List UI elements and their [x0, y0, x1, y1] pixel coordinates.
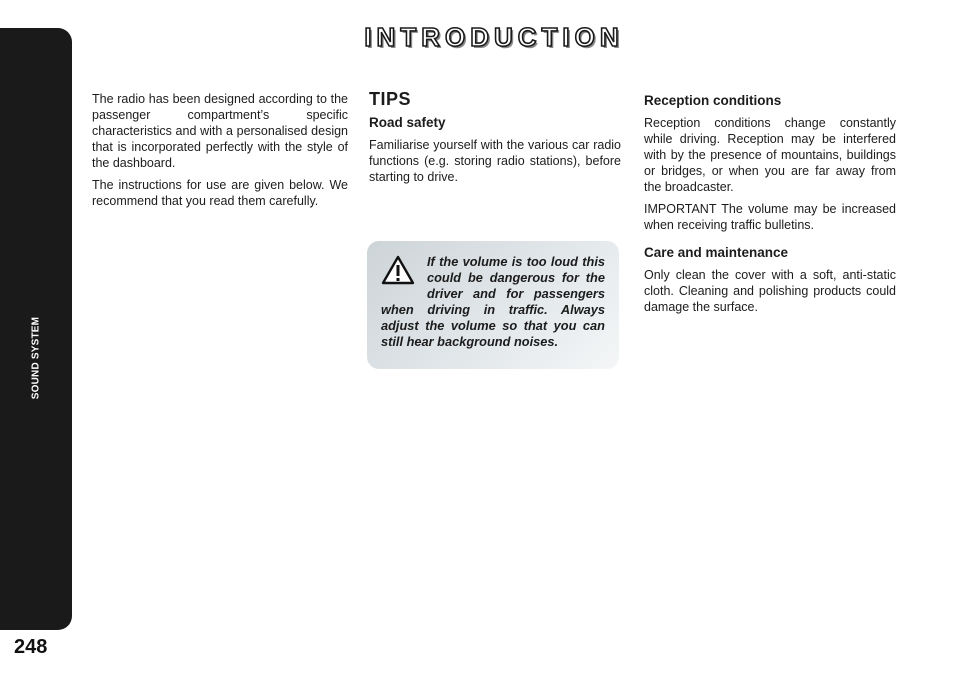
tips-heading: TIPS [369, 89, 412, 109]
section-sidebar [0, 28, 72, 630]
page-number: 248 [14, 636, 48, 658]
warning-text: If the volume is too loud this could be dangerous for the driver and for passengers when driving in traffic. Always adjust the volume so that you can still hear background noises. [381, 254, 605, 349]
intro-paragraph: The radio has been designed according to the passenger compartment’s specific characteristics and with a personalised design that is incorporated perfectly with the style of the dashboard. [92, 92, 348, 170]
sidebar-section-label: SOUND SYSTEM [30, 316, 42, 400]
instructions-paragraph: The instructions for use are given below. We recommend that you read them carefully. [92, 178, 348, 208]
right-column [644, 93, 896, 321]
care-text: Only clean the cover with a soft, anti-static cloth. Cleaning and polishing products could damage the surface. [644, 268, 896, 314]
road-safety-heading: Road safety [369, 115, 446, 130]
middle-column [369, 91, 621, 191]
reception-heading: Reception conditions [644, 93, 782, 108]
left-column [92, 91, 348, 215]
reception-paragraph: Reception conditions change constantly while driving. Reception may be interfered with by the presence of mountains, buildings or bridges, or when you are far away from the broadcaster. [644, 116, 896, 194]
road-safety-text: Familiarise yourself with the various car radio functions (e.g. storing radio stations), before starting to drive. [369, 138, 621, 184]
page-title: INTRODUCTION [364, 22, 624, 52]
care-heading: Care and maintenance [644, 245, 789, 260]
important-note: IMPORTANT The volume may be increased when receiving traffic bulletins. [644, 202, 896, 232]
warning-box [367, 241, 619, 369]
